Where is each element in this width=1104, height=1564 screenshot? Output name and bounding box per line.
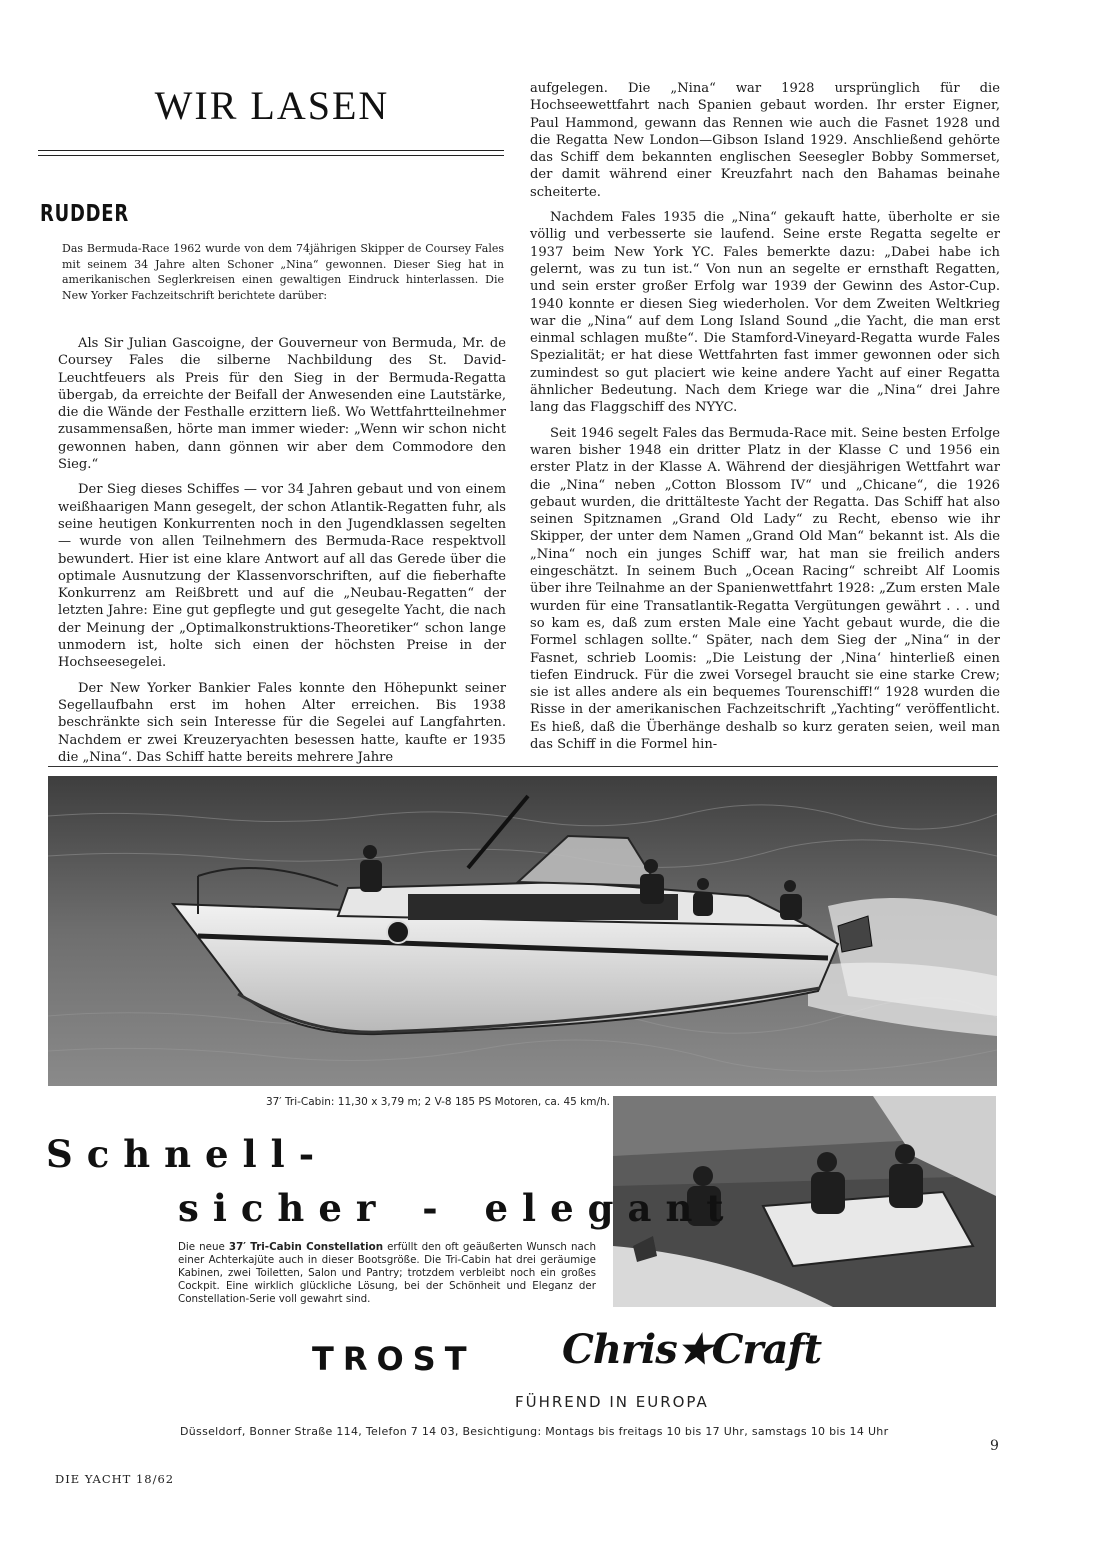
ad-headline-primary: Schnell- — [46, 1132, 329, 1176]
paragraph: Der New Yorker Bankier Fales konnte den Höhepunkt seiner Segellaufbahn erst im hohen Alter erreichen. Bis 1938 beschränkte sich sein Interesse für die Segelei auf Langfahrten. Nachdem er zwei Kreuzeryachten besessen hatte, kaufte er 1935 die „Nina“. Das Schiff hatte bereits mehrere Jahre — [58, 680, 506, 765]
article-column-left — [58, 335, 506, 774]
boat-photo — [48, 776, 997, 1086]
source-kicker: RUDDER — [40, 201, 129, 227]
chris-craft-logo: Chris★Craft — [562, 1326, 822, 1373]
header-rule — [38, 150, 504, 156]
paragraph: Nachdem Fales 1935 die „Nina“ gekauft hatte, überholte er sie völlig und verbesserte sie laufend. Seine erste Regatta segelte er 1937 beim New York YC. Fales bemerkte dazu: „Dabei habe ich gelernt, was zu tun ist.“ Von nun an segelte er ernsthaft Regatten, und sein erster großer Erfolg war 1939 der Gewinn des Astor-Cup. 1940 konnte er diesen Sieg wiederholen. Vor dem Zweiten Weltkrieg war die „Nina“ auf dem Long Island Sound „die Yacht, die man erst einmal schlagen mußte“. Die Stamford-Vineyard-Regatta wurde Fales Spezialität; er hat diese Wettfahrten fast immer gewonnen oder sich zumindest so gut placiert wie keine andere Yacht auf einer Regatta ähnlicher Bedeutung. Nach dem Kriege war die „Nina“ drei Jahre lang das Flaggschiff des NYYC. — [530, 210, 1000, 416]
paragraph: Seit 1946 segelt Fales das Bermuda-Race mit. Seine besten Erfolge waren bisher 1948 ein dritter Platz in der Klasse C und 1956 ein erster Platz in der Klasse A. Während der diesjährigen Wettfahrt war die „Nina“ neben „Cotton Blossom IV“ und „Chicane“, die 1926 gebaut wurden, die drittälteste Yacht der Regatta. Das Schiff hat also seinen Spitznamen „Grand Old Lady“ zu Recht, ebenso wie ihr Skipper, der unter dem Namen „Grand Old Man“ bekannt ist. Als die „Nina“ noch ein junges Schiff war, hat man sie freilich anders eingeschätzt. In seinem Buch „Ocean Racing“ schreibt Alf Loomis über ihre Teilnahme an der Spanienwettfahrt 1928: „Zum ersten Male wurden für eine Transatlantik-Regatta Vergütungen gewährt . . . und so kam es, daß zum ersten Male eine Yacht gebaut wurde, die die Formel schlagen sollte.“ Später, nach dem Sieg der „Nina“ in der Fasnet, schrieb Loomis: „Die Leistung der ‚Nina‘ hinterließ einen tiefen Eindruck. Für die zwei Vorsegel braucht sie eine starke Crew; sie ist alles andere als ein bequemes Tourenschiff!“ 1928 wurden die Risse in der amerikanischen Fachzeitschrift „Yachting“ veröffentlicht. Es hieß, daß die Überhänge deshalb so kurz geraten seien, weil man das Schiff in die Formel hin- — [530, 425, 1000, 752]
paragraph: Der Sieg dieses Schiffes — vor 34 Jahren gebaut und von einem weißhaarigen Mann gesegelt, der schon Atlantik-Regatten fuhr, als seine heutigen Konkurrenten noch in den Jugendklassen segelten — wurde von allen Teilnehmern des Bermuda-Race respektvoll bewundert. Hier ist eine klare Antwort auf all das Gerede über die optimale Ausnutzung der Klassenvorschriften, auf die fieberhafte Konkurrenz am Reißbrett und auf die „Neubau-Regatten“ der letzten Jahre: Eine gut gepflegte und gut gesegelte Yacht, die nach der Meinung der „Optimalkonstruktions-Theoretiker“ schon lange unmodern ist, holte sich einen der höchsten Preise in der Hochseesegelei. — [58, 482, 506, 671]
ad-tagline: FÜHREND IN EUROPA — [515, 1393, 709, 1411]
paragraph: Als Sir Julian Gascoigne, der Gouverneur von Bermuda, Mr. de Coursey Fales die silberne Nachbildung des St. David-Leuchtfeuers als Preis für den Sieg in der Bermuda-Regatta übergab, da erreichte der Beifall der Anwesenden eine Lautstärke, die die Wände der Festhalle erzittern ließ. Wo Wettfahrtteilnehmer zusammensaßen, hörte man immer wieder: „Wenn wir schon nicht gewonnen haben, dann gönnen wir aber dem Commodore den Sieg.“ — [58, 336, 506, 473]
ad-body-lead: Die neue — [178, 1241, 229, 1253]
column-header: WIR LASEN — [154, 83, 390, 128]
article-column-right — [530, 80, 1000, 761]
dealer-address: Düsseldorf, Bonner Straße 114, Telefon 7 14 03, Besichtigung: Montags bis freitags 10 bis 17 Uhr, samstags 10 bis 14 Uhr — [180, 1425, 889, 1438]
article-intro: Das Bermuda-Race 1962 wurde von dem 74jährigen Skipper de Coursey Fales mit seinem 34 Jahre alten Schoner „Nina“ gewonnen. Dieser Sieg hat in amerikanischen Seglerkreisen einen gewaltigen Eindruck hinterlassen. Die New Yorker Fachzeitschrift berichtete darüber: — [62, 242, 504, 302]
ad-body-text — [178, 1241, 596, 1306]
ad-model-name: 37′ Tri-Cabin Constellation — [228, 1241, 384, 1253]
ad-body-rest: erfüllt den oft geäußerten Wunsch nach einer Achterkajüte auch in dieser Bootsgröße. Die Tri-Cabin hat drei geräumige Kabinen, zwei Toiletten, Salon und Pantry; trotzdem verbleibt noch ein großes Cockpit. Eine wirklich glückliche Lösung, bei der Schönheit und Eleganz der Constellation-Serie voll gewahrt sind. — [178, 1241, 596, 1305]
paragraph: aufgelegen. Die „Nina“ war 1928 ursprünglich für die Hochseewettfahrt nach Spanien gebaut worden. Ihr erster Eigner, Paul Hammond, gewann das Rennen wie auch die Fasnet 1928 und die Regatta New London—Gibson Island 1929. Anschließend gehörte das Schiff dem bekannten englischen Seesegler Bobby Sommerset, der damit während einer Kreuzfahrt nach den Bahamas beinahe scheiterte. — [530, 81, 1000, 200]
page-number: 9 — [990, 1438, 999, 1454]
dealer-name: TROST — [312, 1340, 476, 1378]
photo-caption: 37′ Tri-Cabin: 11,30 x 3,79 m; 2 V-8 185 PS Motoren, ca. 45 km/h. — [265, 1096, 610, 1108]
section-divider — [48, 766, 998, 767]
journal-issue: DIE YACHT 18/62 — [55, 1472, 175, 1486]
ad-headline-secondary: sicher - elegant — [178, 1186, 738, 1230]
